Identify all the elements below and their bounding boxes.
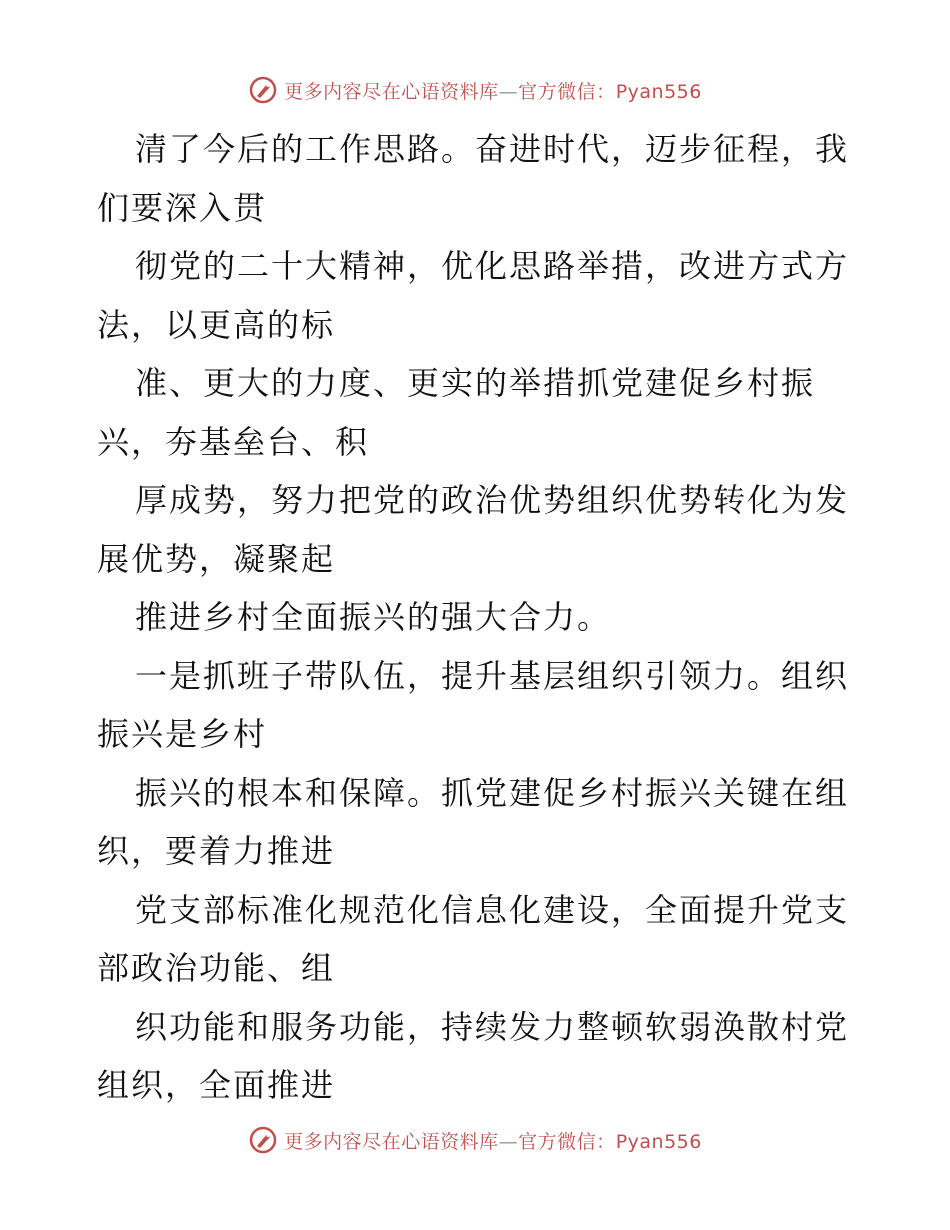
text-line: 部政治功能、组 [97,949,336,987]
text-line: 振兴是乡村 [97,715,268,753]
text-line: 兴，夯基垒台、积 [97,422,370,461]
header-banner-text [284,77,702,104]
footer-wechat-id: Pyan556 [615,1130,702,1153]
text-line: 准、更大的力度、更实的举措抓党建促乡村振 [135,364,816,402]
document-body [97,120,857,1115]
header-promo-text: 更多内容尽在心语资料库 [284,80,499,103]
text-line: 党支部标准化规范化信息化建设，全面提升党支 [135,890,850,929]
text-line: 厚成势，努力把党的政治优势组织优势转化为发 [135,481,850,519]
text-line: 清了今后的工作思路。奋进时代，迈步征程，我 [135,130,850,168]
text-line: 组织，全面推进 [97,1066,336,1104]
footer-dash: — [498,1130,519,1153]
header-dash: — [498,80,519,103]
footer-banner [0,1120,950,1160]
text-line: 振兴的根本和保障。抓党建促乡村振兴关键在组 [135,773,850,812]
header-official-label: 官方微信： [518,80,616,103]
header-banner [0,70,950,110]
pen-nib-logo-icon [248,75,278,105]
footer-banner-text [284,1127,702,1154]
header-wechat-id: Pyan556 [615,80,702,103]
text-line: 法，以更高的标 [97,305,336,344]
footer-promo-text: 更多内容尽在心语资料库 [284,1130,499,1153]
text-line: 织，要着力推进 [97,832,336,870]
text-line: 一是抓班子带队伍，提升基层组织引领力。组织 [135,656,850,695]
footer-official-label: 官方微信： [518,1130,616,1153]
text-line: 推进乡村全面振兴的强大合力。 [135,598,612,636]
text-line: 展优势，凝聚起 [97,539,336,578]
text-line: 织功能和服务功能，持续发力整顿软弱涣散村党 [135,1007,850,1046]
pen-nib-logo-icon [248,1125,278,1155]
text-line: 彻党的二十大精神，优化思路举措，改进方式方 [135,247,850,285]
text-line: 们要深入贯 [97,188,268,227]
